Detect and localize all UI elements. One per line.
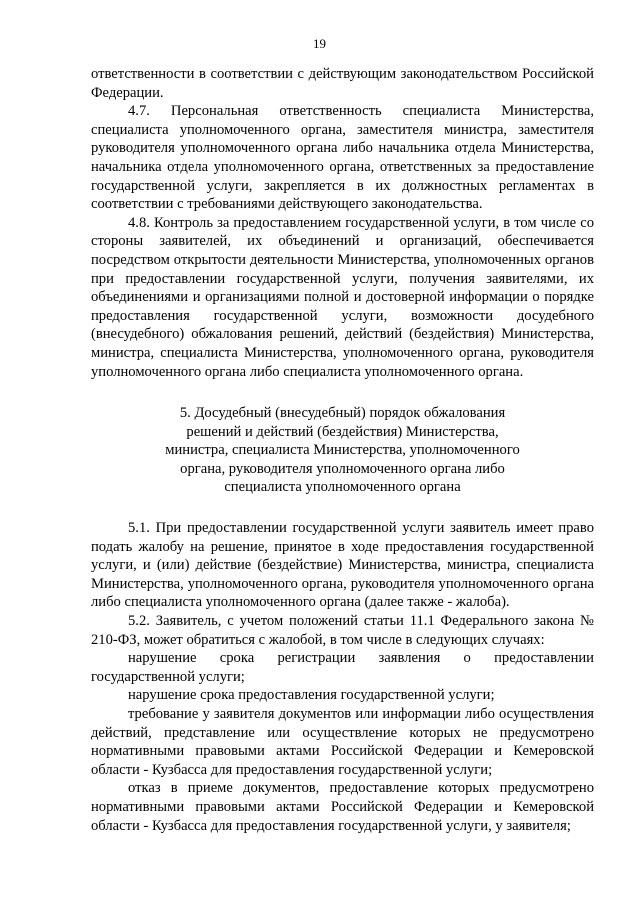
paragraph: нарушение срока регистрации заявления о предоставлении государственной услуги; [91,650,594,685]
paragraph: отказ в приеме документов, предоставление которых предусмотрено нормативными правовыми актами Российской Федерации и Кемеровской области - Кузбасса для предоставления государственной услуги, у заявителя; [91,780,594,834]
section-heading-line: решений и действий (бездействия) Министерства, [186,423,499,440]
paragraph: 5.2. Заявитель, с учетом положений статьи 11.1 Федерального закона № 210-ФЗ, может обратиться с жалобой, в том числе в следующих случаях: [91,613,594,648]
section-heading-line: 5. Досудебный (внесудебный) порядок обжалования [179,405,506,422]
paragraph: 4.8. Контроль за предоставлением государственной услуги, в том числе со стороны заявителей, их объединений и организаций, обеспечивается посредством открытости деятельности Министерства, уполномоченных органов при предоставлении государственной услуги, получения заявителями, их объединениями и организациями полной и достоверной информации о порядке предоставления государственной услуги, возможности досудебного (внесудебного) обжалования решений, действий (бездействия) Министерства, министра, специалиста Министерства, уполномоченного органа, руководителя уполномоченного органа либо специалиста уполномоченного органа. [91,214,594,380]
paragraph: 4.7. Персональная ответственность специалиста Министерства, специалиста уполномоченного органа, заместителя министра, заместителя руководителя уполномоченного органа либо начальника отдела Министерства, начальника отдела уполномоченного органа, ответственных за предоставление государственной услуги, закрепляется в их должностных регламентах в соответствии с требованиями действующего законодательства. [91,103,594,213]
paragraph: нарушение срока предоставления государственной услуги; [128,687,495,704]
section-heading-line: органа, руководителя уполномоченного органа либо [180,460,505,477]
section-heading-line: специалиста уполномоченного органа [224,479,461,496]
section-heading-line: министра, специалиста Министерства, уполномоченного [165,442,520,459]
paragraph: ответственности в соответствии с действующим законодательством Российской Федерации. [91,66,594,101]
paragraph: 5.1. При предоставлении государственной услуги заявитель имеет право подать жалобу на решение, принятое в ходе предоставления государственной услуги, и (или) действие (бездействие) Министерства, министра, специалиста Министерства, уполномоченного органа, руководителя уполномоченного органа либо специалиста уполномоченного органа (далее также - жалоба). [91,520,594,611]
section-heading [91,404,594,497]
document-body [91,65,594,835]
page-number: 19 [313,36,326,51]
paragraph: требование у заявителя документов или информации либо осуществления действий, представление или осуществление которых не предусмотрено нормативными правовыми актами Российской Федерации и Кемеровской области - Кузбасса для предоставления государственной услуги; [91,706,594,778]
